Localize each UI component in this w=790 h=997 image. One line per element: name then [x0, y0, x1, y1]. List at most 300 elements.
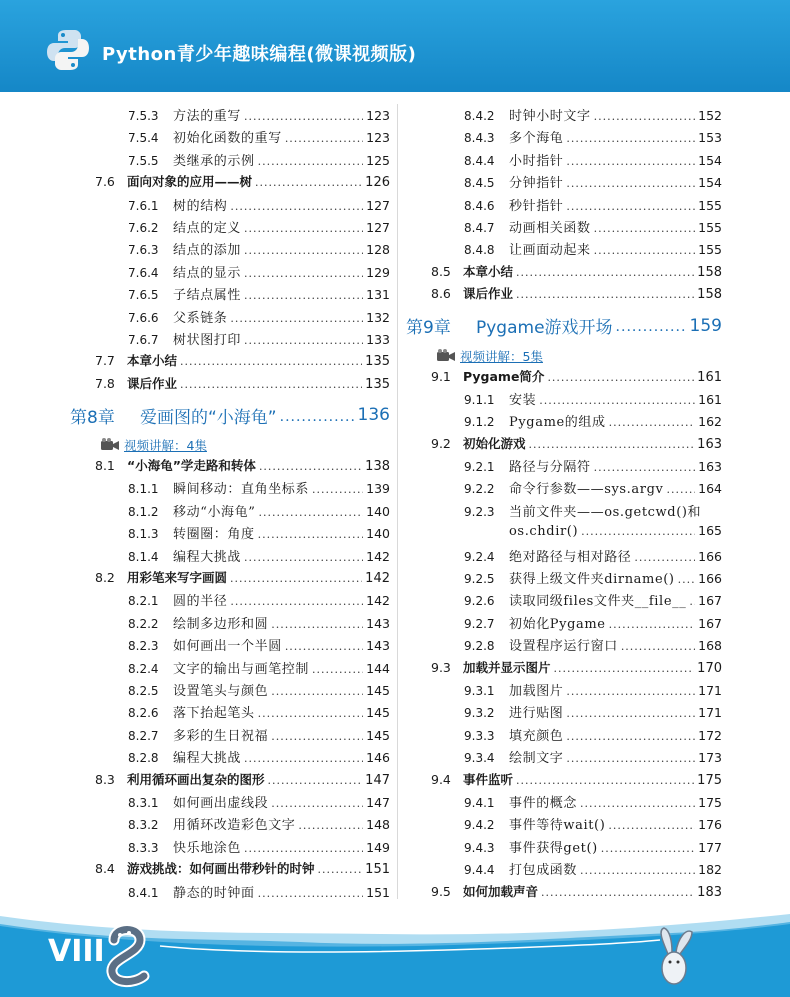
video-lessons-text: 视频讲解：4集	[124, 438, 207, 454]
entry-title: 填充颜色	[509, 728, 564, 744]
toc-entry-subsection[interactable]	[404, 568, 722, 590]
entry-number: 第9章	[406, 318, 451, 339]
entry-number: 9.2.8	[464, 639, 495, 654]
entry-page-number: 153	[698, 130, 722, 146]
entry-page-number: 138	[365, 459, 390, 475]
entry-number: 7.6.2	[128, 220, 159, 235]
toc-entry-subsection[interactable]	[68, 195, 390, 217]
entry-number: 8.5	[431, 263, 451, 279]
entry-number: 7.5.5	[128, 153, 159, 168]
video-lessons-label	[68, 434, 390, 456]
entry-number: 9.3.3	[464, 728, 495, 743]
entry-page-number: 140	[366, 503, 390, 519]
toc-entry-section[interactable]	[404, 262, 722, 284]
entry-page-number: 127	[366, 197, 390, 213]
python-logo-icon	[44, 26, 92, 74]
entry-title: 编程大挑战	[173, 549, 242, 565]
entry-page-number: 131	[366, 287, 390, 303]
entry-page-number: 125	[366, 152, 390, 168]
entry-title: Pygame的组成	[509, 415, 606, 431]
toc-entry-subsection[interactable]	[68, 217, 390, 239]
toc-entry-section[interactable]	[404, 367, 722, 389]
dot-leader	[547, 370, 694, 385]
toc-entry-subsection[interactable]	[68, 239, 390, 261]
entry-number: 8.2.4	[128, 661, 159, 676]
entry-title: 获得上级文件夹dirname()	[509, 572, 675, 588]
toc-entry-subsection[interactable]	[404, 501, 722, 523]
entry-number: 7.6.7	[128, 332, 159, 347]
entry-title: 树的结构	[173, 198, 228, 214]
toc-entry-subsection[interactable]	[68, 590, 390, 612]
toc-entry-section[interactable]	[404, 770, 722, 792]
toc-entry-subsection[interactable]	[68, 546, 390, 568]
dot-leader	[180, 377, 362, 392]
entry-number: 8.4.5	[464, 176, 495, 191]
entry-number: 8.3.1	[128, 795, 159, 810]
dot-leader	[566, 705, 695, 720]
entry-number: 8.1.1	[128, 482, 159, 497]
entry-number: 8.1.2	[128, 504, 159, 519]
entry-title: 读取同级files文件夹__file__	[509, 594, 687, 610]
toc-entry-subsection[interactable]	[404, 859, 722, 881]
toc-entry-subsection[interactable]	[68, 127, 390, 149]
entry-page-number: 135	[365, 376, 390, 392]
dot-leader	[516, 265, 694, 280]
entry-title: 加载图片	[509, 683, 564, 699]
entry-number: 第8章	[70, 407, 115, 428]
entry-number: 9.3.2	[464, 706, 495, 721]
toc-entry-subsection[interactable]	[404, 195, 722, 217]
dot-leader	[312, 481, 363, 496]
entry-page-number: 123	[366, 108, 390, 123]
entry-title: 子结点属性	[173, 288, 242, 304]
toc-entry-subsection[interactable]	[404, 217, 722, 239]
dot-leader	[609, 414, 696, 429]
entry-title: 瞬间移动：直角坐标系	[173, 482, 310, 498]
entry-number: 8.1.3	[128, 527, 159, 542]
dot-leader	[516, 287, 694, 302]
entry-number: 9.4.2	[464, 818, 495, 833]
dot-leader	[244, 108, 363, 123]
entry-page-number: 129	[366, 264, 390, 280]
entry-page-number: 139	[366, 481, 390, 497]
entry-page-number: 151	[365, 862, 390, 878]
entry-page-number: 158	[697, 287, 722, 303]
entry-title: 结点的定义	[173, 220, 242, 236]
entry-number: 8.2.6	[128, 706, 159, 721]
entry-title: 多彩的生日祝福	[173, 728, 269, 744]
entry-page-number: 133	[366, 331, 390, 347]
dot-leader	[280, 406, 355, 425]
entry-page-number: 154	[698, 175, 722, 191]
entry-number: 7.8	[95, 375, 115, 391]
dot-leader	[244, 265, 363, 280]
toc-entry-subsection[interactable]	[404, 172, 722, 194]
toc-entry-section[interactable]	[68, 374, 390, 396]
entry-page-number: 149	[366, 839, 390, 855]
entry-number: 8.2.7	[128, 728, 159, 743]
entry-page-number: 142	[366, 593, 390, 609]
toc-entry-subsection[interactable]	[68, 680, 390, 702]
entry-page-number: 163	[697, 436, 722, 452]
toc-entry-section[interactable]	[68, 172, 390, 194]
entry-title: 课后作业	[463, 286, 514, 302]
dot-leader	[230, 571, 362, 586]
entry-title: 本章小结	[127, 353, 178, 369]
entry-number: 9.2	[431, 435, 451, 451]
toc-entry-subsection[interactable]	[404, 635, 722, 657]
dot-leader	[298, 817, 363, 832]
entry-page-number: 140	[366, 526, 390, 542]
toc-entry-subsection[interactable]	[404, 389, 722, 411]
toc-entry-subsection[interactable]	[68, 837, 390, 859]
entry-number: 9.5	[431, 883, 451, 899]
dot-leader	[529, 437, 695, 452]
column-divider	[397, 104, 398, 899]
entry-number: 9.3.4	[464, 751, 495, 766]
toc-entry-subsection[interactable]	[68, 284, 390, 306]
toc-left-column	[68, 105, 390, 904]
entry-number: 8.1	[95, 458, 115, 474]
dot-leader	[608, 817, 695, 832]
toc-entry-subsection[interactable]	[68, 262, 390, 284]
entry-number: 7.6.5	[128, 288, 159, 303]
entry-page-number: 163	[698, 459, 722, 475]
dot-leader	[580, 862, 695, 877]
entry-number: 7.6	[95, 174, 115, 190]
entry-title: Pygame游戏开场	[476, 318, 613, 339]
entry-title: 父系链条	[173, 310, 228, 326]
entry-title: 圆的半径	[173, 594, 228, 610]
toc-entry-subsection[interactable]	[68, 105, 390, 127]
entry-page-number: 144	[366, 660, 390, 676]
entry-number: 9.2.7	[464, 616, 495, 631]
entry-number: 7.5.3	[128, 109, 159, 123]
toc-entry-chapter[interactable]	[404, 307, 722, 345]
toc-entry-subsection[interactable]	[68, 814, 390, 836]
dot-leader	[244, 220, 363, 235]
toc-entry-subsection[interactable]	[68, 747, 390, 769]
entry-title: 小时指针	[509, 153, 564, 169]
toc-entry-section[interactable]	[404, 882, 722, 904]
entry-title: 设置笔头与颜色	[173, 683, 269, 699]
entry-number: 9.4.1	[464, 795, 495, 810]
toc-entry-subsection[interactable]	[68, 658, 390, 680]
entry-number: 9.2.6	[464, 594, 495, 609]
dot-leader	[244, 242, 363, 257]
entry-page-number: 175	[697, 772, 722, 788]
entry-page-number: 128	[366, 242, 390, 258]
entry-title: 用循环改造彩色文字	[173, 818, 296, 834]
dot-leader	[580, 795, 695, 810]
dot-leader	[244, 287, 363, 302]
entry-title: 加载并显示图片	[463, 659, 551, 675]
toc-entry-subsection[interactable]	[404, 792, 722, 814]
toc-entry-section[interactable]	[404, 658, 722, 680]
snake-mascot-icon	[100, 922, 160, 988]
entry-title: 事件获得get()	[509, 840, 598, 856]
toc-entry-subsection[interactable]	[68, 329, 390, 351]
entry-number: 9.3	[431, 659, 451, 675]
entry-number: 9.2.4	[464, 549, 495, 564]
toc-entry-subsection[interactable]	[68, 635, 390, 657]
toc-entry-section[interactable]	[68, 770, 390, 792]
entry-page-number: 177	[698, 839, 722, 855]
entry-title: 绘制文字	[509, 751, 564, 767]
entry-page-number: 164	[698, 481, 722, 497]
entry-page-number: 143	[366, 638, 390, 654]
entry-page-number: 135	[365, 354, 390, 370]
entry-page-number: 172	[698, 727, 722, 743]
dot-leader	[594, 108, 696, 123]
dot-leader	[259, 459, 362, 474]
toc-entry-subsection[interactable]	[404, 613, 722, 635]
dot-leader	[581, 523, 695, 538]
dot-leader	[539, 392, 695, 407]
dot-leader	[566, 130, 695, 145]
entry-page-number: 173	[698, 750, 722, 766]
entry-title: 初始化函数的重写	[173, 131, 282, 147]
entry-number: 9.2.5	[464, 572, 495, 587]
entry-page-number: 155	[698, 242, 722, 258]
dot-leader	[312, 661, 363, 676]
toc-entry-subsection[interactable]	[68, 478, 390, 500]
toc-entry-subsection[interactable]	[68, 501, 390, 523]
entry-title: 如何画出一个半圆	[173, 639, 282, 655]
entry-title: 当前文件夹——os.getcwd()和	[509, 504, 702, 520]
video-camera-icon	[100, 438, 120, 452]
entry-number: 8.4.2	[464, 109, 495, 123]
toc-entry-section[interactable]	[404, 434, 722, 456]
dot-leader	[271, 616, 363, 631]
entry-page-number: 154	[698, 152, 722, 168]
entry-title: 设置程序运行窗口	[509, 639, 618, 655]
dot-leader	[285, 130, 363, 145]
dot-leader	[244, 840, 363, 855]
toc-entry-subsection[interactable]	[404, 105, 722, 127]
dot-leader	[244, 332, 363, 347]
toc-entry-section[interactable]	[68, 456, 390, 478]
toc-entry-chapter[interactable]	[68, 396, 390, 434]
entry-number: 9.1	[431, 368, 451, 384]
entry-title: 爱画图的“小海龟”	[140, 407, 277, 428]
entry-number: 8.2.1	[128, 594, 159, 609]
toc-entry-subsection[interactable]	[68, 882, 390, 904]
dot-leader	[609, 616, 696, 631]
entry-title: 安装	[509, 392, 537, 408]
dot-leader	[271, 683, 363, 698]
entry-title: 文字的输出与画笔控制	[173, 661, 310, 677]
entry-page-number: 147	[365, 772, 390, 788]
entry-number: 7.5.4	[128, 131, 159, 146]
entry-number: 8.3.3	[128, 840, 159, 855]
dot-leader	[180, 354, 362, 369]
entry-number: 8.1.4	[128, 549, 159, 564]
entry-page-number: 182	[698, 862, 722, 878]
entry-title: 秒针指针	[509, 198, 564, 214]
entry-page-number: 146	[366, 750, 390, 766]
toc-entry-subsection[interactable]	[404, 456, 722, 478]
entry-title: 事件监听	[463, 771, 514, 787]
entry-page-number: 161	[698, 391, 722, 407]
toc-entry-subsection[interactable]	[404, 411, 722, 433]
entry-title: “小海龟”学走路和转体	[127, 458, 256, 474]
dot-leader	[566, 175, 695, 190]
toc-entry-subsection[interactable]	[68, 725, 390, 747]
entry-number: 7.7	[95, 353, 115, 369]
dot-leader	[594, 459, 696, 474]
entry-title: Pygame简介	[463, 368, 545, 384]
dot-leader	[566, 683, 695, 698]
dot-leader	[318, 862, 363, 877]
toc-entry-subsection[interactable]	[404, 702, 722, 724]
entry-number: 8.6	[431, 286, 451, 302]
dot-leader	[554, 661, 695, 676]
toc-entry-subsection[interactable]	[404, 150, 722, 172]
entry-page-number: 162	[698, 414, 722, 430]
entry-number: 7.6.3	[128, 243, 159, 258]
dot-leader	[566, 728, 695, 743]
entry-page-number: 127	[366, 219, 390, 235]
toc-entry-section[interactable]	[68, 568, 390, 590]
toc-entry-section[interactable]	[68, 859, 390, 881]
entry-title: 树状图打印	[173, 332, 242, 348]
entry-page-number: 126	[365, 175, 390, 191]
entry-title: 初始化游戏	[463, 435, 526, 451]
toc-entry-subsection[interactable]	[68, 150, 390, 172]
dot-leader	[594, 220, 696, 235]
entry-page-number: 151	[366, 884, 390, 900]
entry-number: 8.2.8	[128, 751, 159, 766]
entry-page-number: 132	[366, 309, 390, 325]
entry-title: 绘制多边形和圆	[173, 616, 269, 632]
toc-entry-subsection[interactable]	[404, 546, 722, 568]
entry-title: 初始化Pygame	[509, 616, 606, 632]
dot-leader	[258, 153, 364, 168]
dot-leader	[271, 728, 363, 743]
entry-number: 7.6.6	[128, 310, 159, 325]
entry-page-number: 147	[366, 794, 390, 810]
entry-title: 路径与分隔符	[509, 460, 591, 476]
rabbit-mascot-icon	[648, 924, 698, 992]
dot-leader	[230, 198, 363, 213]
toc-entry-section[interactable]	[404, 284, 722, 306]
entry-number: 9.4	[431, 771, 451, 787]
entry-page-number: 136	[357, 405, 390, 426]
entry-title: 分钟指针	[509, 176, 564, 192]
entry-page-number: 171	[698, 705, 722, 721]
dot-leader	[634, 549, 695, 564]
entry-page-number: 152	[698, 108, 722, 123]
toc-entry-section[interactable]	[68, 351, 390, 373]
entry-number: 9.4.3	[464, 840, 495, 855]
dot-leader	[666, 481, 695, 496]
entry-page-number: 167	[698, 593, 722, 609]
entry-number: 8.2.5	[128, 683, 159, 698]
entry-page-number: 167	[698, 615, 722, 631]
entry-page-number: 145	[366, 705, 390, 721]
entry-page-number: 183	[697, 884, 722, 900]
entry-number: 9.2.2	[464, 482, 495, 497]
toc-entry-subsection[interactable]	[68, 307, 390, 329]
toc-entry-subsection[interactable]	[404, 478, 722, 500]
entry-title: 结点的显示	[173, 265, 242, 281]
dot-leader	[244, 549, 363, 564]
entry-page-number: 145	[366, 727, 390, 743]
dot-leader	[616, 316, 687, 335]
dot-leader	[268, 773, 363, 788]
book-title: Python青少年趣味编程(微课视频版)	[102, 44, 417, 65]
toc-entry-subsection[interactable]	[68, 523, 390, 545]
entry-title: 命令行参数——sys.argv	[509, 482, 664, 498]
entry-page-number: 145	[366, 682, 390, 698]
entry-title: 静态的时钟面	[173, 885, 255, 901]
entry-number: 8.4.1	[128, 885, 159, 900]
entry-number: 9.2.3	[464, 504, 495, 519]
entry-title-continued: os.chdir()	[509, 524, 579, 540]
entry-page-number: 142	[366, 548, 390, 564]
toc-entry-subsection[interactable]	[68, 702, 390, 724]
dot-leader	[601, 840, 695, 855]
entry-title: 移动“小海龟”	[173, 504, 256, 520]
entry-title: 编程大挑战	[173, 751, 242, 767]
dot-leader	[285, 638, 363, 653]
toc-entry-subsection-continued[interactable]	[404, 523, 722, 545]
dot-leader	[230, 593, 363, 608]
dot-leader	[244, 750, 363, 765]
entry-page-number: 168	[698, 638, 722, 654]
video-lessons-text: 视频讲解：5集	[460, 348, 543, 364]
toc-entry-subsection[interactable]	[404, 747, 722, 769]
entry-title: 打包成函数	[509, 863, 578, 879]
toc-entry-subsection[interactable]	[68, 792, 390, 814]
dot-leader	[566, 198, 695, 213]
toc-entry-subsection[interactable]	[404, 725, 722, 747]
entry-number: 8.4	[95, 861, 115, 877]
toc-entry-subsection[interactable]	[404, 837, 722, 859]
dot-leader	[621, 638, 695, 653]
entry-title: 绝对路径与相对路径	[509, 549, 632, 565]
entry-number: 8.4.6	[464, 198, 495, 213]
toc-right-column	[404, 105, 722, 904]
toc-entry-subsection[interactable]	[404, 814, 722, 836]
entry-title: 时钟小时文字	[509, 109, 591, 124]
toc-entry-subsection[interactable]	[404, 590, 722, 612]
entry-page-number: 155	[698, 197, 722, 213]
entry-number: 8.4.7	[464, 220, 495, 235]
dot-leader	[516, 773, 694, 788]
entry-title: 游戏挑战：如何画出带秒针的时钟	[127, 861, 315, 877]
dot-leader	[678, 571, 696, 586]
video-camera-icon	[436, 349, 456, 363]
toc-entry-subsection[interactable]	[404, 680, 722, 702]
entry-number: 9.1.2	[464, 415, 495, 430]
entry-title: 本章小结	[463, 263, 514, 279]
dot-leader	[258, 885, 364, 900]
page-number: VIII	[48, 934, 105, 969]
entry-title: 落下抬起笔头	[173, 706, 255, 722]
toc-entry-subsection[interactable]	[68, 613, 390, 635]
entry-page-number: 155	[698, 219, 722, 235]
entry-page-number: 142	[365, 571, 390, 587]
toc-entry-subsection[interactable]	[404, 127, 722, 149]
entry-number: 8.2	[95, 570, 115, 586]
entry-title: 让画面动起来	[509, 243, 591, 259]
entry-number: 8.2.3	[128, 639, 159, 654]
entry-title: 多个海龟	[509, 131, 564, 147]
dot-leader	[566, 153, 695, 168]
toc-entry-subsection[interactable]	[404, 239, 722, 261]
